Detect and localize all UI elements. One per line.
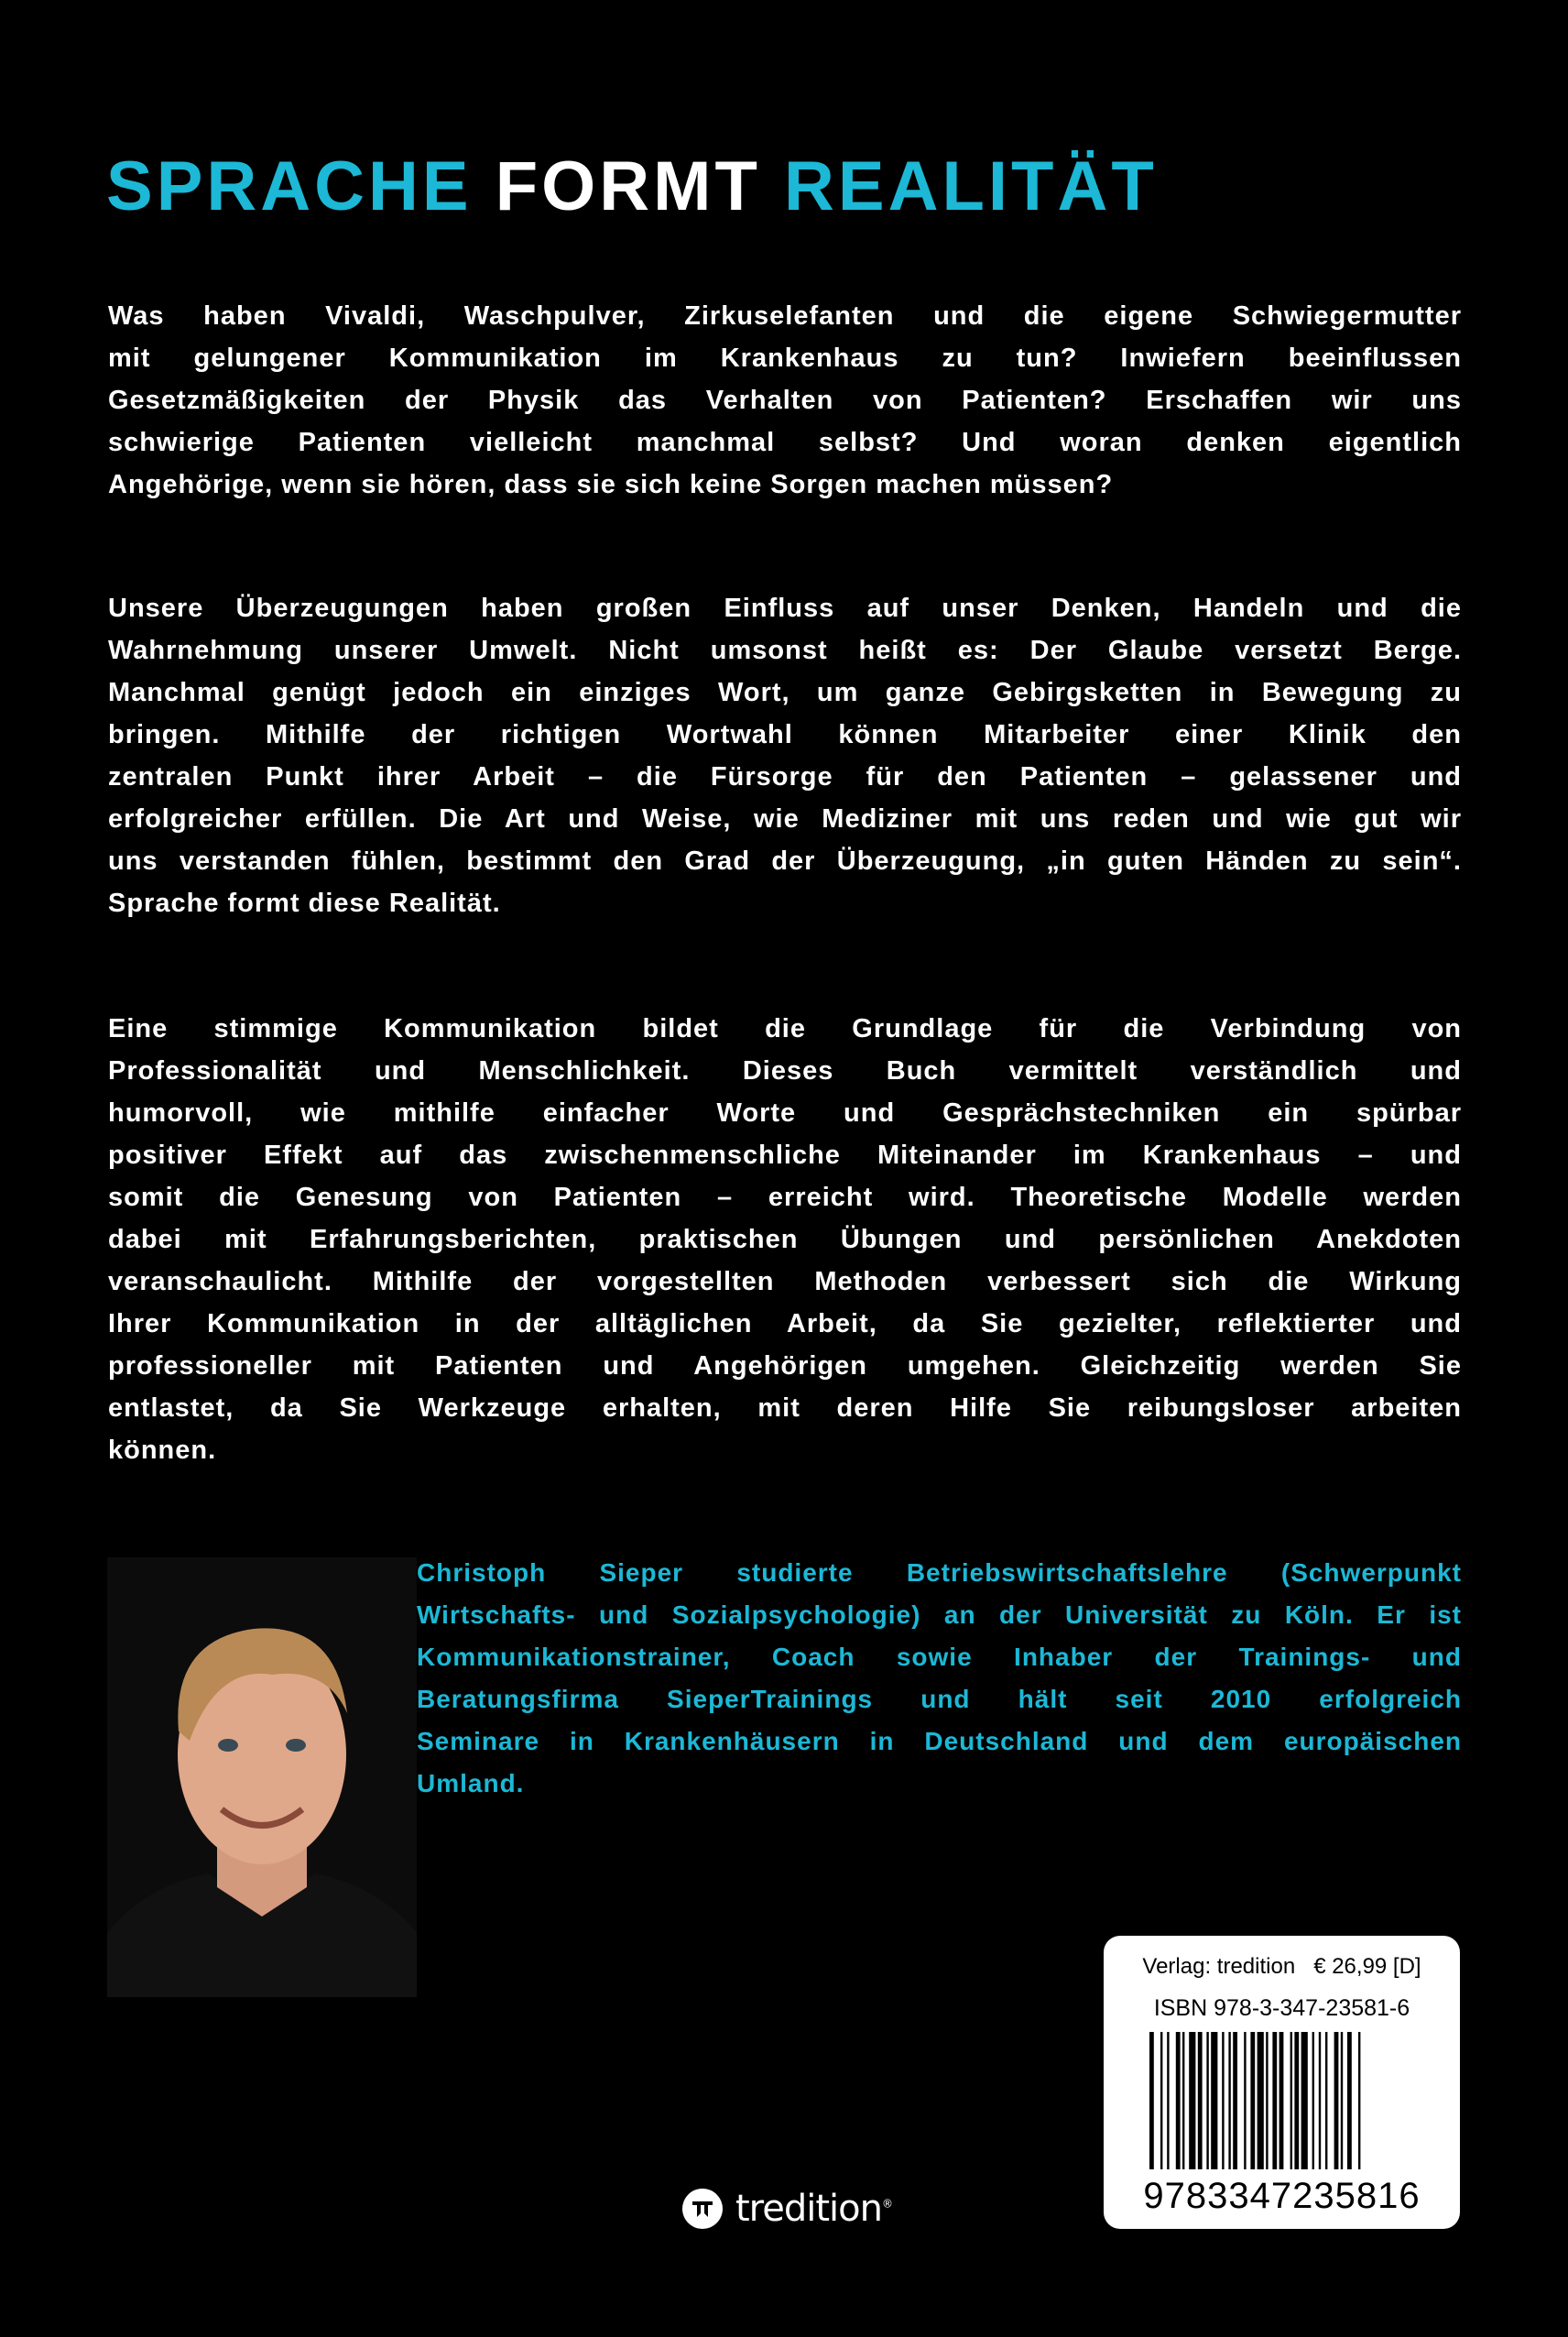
text-line: dabei mit Erfahrungsberichten, praktischen Übungen und persönlichen Anekdoten [108,1225,1462,1254]
text-line: können. [108,1436,217,1465]
barcode-bar [1272,2032,1277,2169]
text-line: Seminare in Krankenhäusern in Deutschland und dem europäischen [417,1727,1462,1755]
text-line: Christoph Sieper studierte Betriebswirtschaftslehre (Schwerpunkt [417,1558,1462,1587]
barcode-bar [1279,2032,1284,2169]
barcode-bar [1301,2032,1308,2169]
text-line: Eine stimmige Kommunikation bildet die Grundlage für die Verbindung von [108,1014,1462,1043]
registered-mark: ® [881,2197,892,2211]
text-line: Wirtschafts- und Sozialpsychologie) an der Universität zu Köln. Er ist [417,1600,1462,1629]
author-photo [107,1557,417,1997]
text-line: humorvoll, wie mithilfe einfacher Worte und Gesprächstechniken ein spürbar [108,1098,1462,1128]
barcode-bar [1149,2032,1154,2169]
text-line: Was haben Vivaldi, Waschpulver, Zirkuselefanten und die eigene Schwiegermutter [108,301,1462,331]
tredition-logo-icon [682,2189,723,2229]
text-line: zentralen Punkt ihrer Arbeit – die Fürsorge für den Patienten – gelassener und [108,762,1462,792]
text-line: positiver Effekt auf das zwischenmenschliche Miteinander im Krankenhaus – und [108,1141,1462,1170]
publisher-logo [682,2188,892,2230]
logo-name: tredition [735,2188,882,2230]
text-line: Beratungsfirma SieperTrainings und hält seit 2010 erfolgreich [417,1685,1462,1713]
text-line: Wahrnehmung unserer Umwelt. Nicht umsonst heißt es: Der Glaube versetzt Berge. [108,636,1462,665]
publisher: Verlag: tredition [1142,1954,1296,1979]
ean-number: 9783347235816 [1143,2176,1421,2216]
text-line: somit die Genesung von Patienten – erreicht wird. Theoretische Modelle werden [108,1183,1462,1212]
barcode-bar [1258,2032,1264,2169]
publisher-price-line [1104,1954,1460,1980]
barcode-bar [1228,2032,1230,2169]
barcode-bar [1189,2032,1195,2169]
barcode-bar [1294,2032,1299,2169]
barcode-bar [1198,2032,1203,2169]
barcode-bar [1167,2032,1169,2169]
barcode-bar [1325,2032,1327,2169]
barcode-bar [1182,2032,1184,2169]
barcode-bar [1319,2032,1321,2169]
text-line: bringen. Mithilfe der richtigen Wortwahl können Mitarbeiter einer Klinik den [108,720,1462,749]
barcode-bar [1341,2032,1343,2169]
book-title [106,147,1158,226]
text-line: Angehörige, wenn sie hören, dass sie sich keine Sorgen machen müssen? [108,470,1114,499]
text-line: Umland. [417,1769,525,1797]
barcode-bar [1358,2032,1360,2169]
text-line: mit gelungener Kommunikation im Krankenhaus zu tun? Inwiefern beeinflussen [108,344,1462,373]
text-line: professioneller mit Patienten und Angehörigen umgehen. Gleichzeitig werden Sie [108,1351,1462,1381]
barcode-bar [1266,2032,1268,2169]
blurb-paragraph-3 [108,1008,1462,1471]
blurb-paragraph-1 [108,295,1462,506]
barcode-bar [1206,2032,1208,2169]
text-line: Sprache formt diese Realität. [108,889,501,918]
barcode-bar [1334,2032,1339,2169]
isbn-barcode-label [1104,1936,1460,2229]
title-word-formt: FORMT [495,147,761,225]
barcode-bar [1290,2032,1292,2169]
barcode-bar [1211,2032,1217,2169]
text-line: erfolgreicher erfüllen. Die Art und Weise, wie Mediziner mit uns reden und wie gut wir [108,804,1462,834]
barcode-bar [1312,2032,1314,2169]
title-word-sprache: SPRACHE [106,147,473,225]
barcode-icon [1149,2032,1415,2169]
logo-wordmark [735,2188,892,2230]
barcode-bar [1250,2032,1255,2169]
author-bio [417,1552,1462,1805]
text-line: uns verstanden fühlen, bestimmt den Grad der Überzeugung, „in guten Händen zu sein“. [108,846,1462,876]
barcode-bar [1222,2032,1224,2169]
text-line: Professionalität und Menschlichkeit. Dieses Buch vermittelt verständlich und [108,1056,1462,1086]
blurb-paragraph-2 [108,587,1462,924]
title-word-realitaet: REALITÄT [784,147,1158,225]
text-line: veranschaulicht. Mithilfe der vorgestellten Methoden verbessert sich die Wirkung [108,1267,1462,1296]
isbn: ISBN 978-3-347-23581-6 [1153,1995,1410,2021]
text-line: Ihrer Kommunikation in der alltäglichen Arbeit, da Sie gezielter, reflektierter und [108,1309,1462,1338]
text-line: entlastet, da Sie Werkzeuge erhalten, mit deren Hilfe Sie reibungsloser arbeiten [108,1393,1462,1423]
text-line: Unsere Überzeugungen haben großen Einfluss auf unser Denken, Handeln und die [108,594,1462,623]
text-line: Manchmal genügt jedoch ein einziges Wort, um ganze Gebirgsketten in Bewegung zu [108,678,1462,707]
barcode-bar [1160,2032,1162,2169]
barcode-bar [1244,2032,1246,2169]
barcode-bar [1176,2032,1181,2169]
barcode-bar [1233,2032,1237,2169]
barcode-bar [1347,2032,1352,2169]
text-line: schwierige Patienten vielleicht manchmal selbst? Und woran denken eigentlich [108,428,1462,457]
price: € 26,99 [D] [1313,1954,1421,1979]
text-line: Kommunikationstrainer, Coach sowie Inhaber der Trainings- und [417,1643,1462,1671]
text-line: Gesetzmäßigkeiten der Physik das Verhalten von Patienten? Erschaffen wir uns [108,386,1462,415]
